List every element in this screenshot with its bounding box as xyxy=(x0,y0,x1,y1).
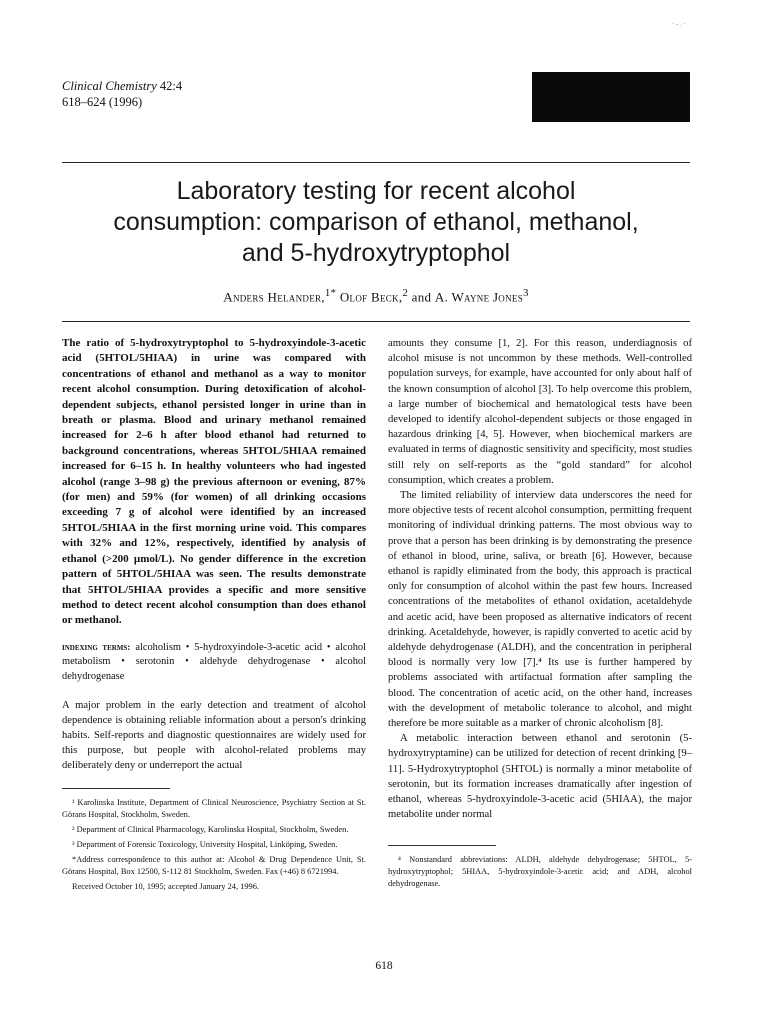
indexing-terms xyxy=(62,641,366,685)
title-rule xyxy=(62,321,690,322)
author-1-affiliation: 1* xyxy=(324,287,337,299)
right-column xyxy=(388,336,692,893)
footnote-abbreviations: ⁴ Nonstandard abbreviations: ALDH, aldehyde dehydrogenase; 5HTOL, 5-hydroxytryptophol; 5HIAA, 5-hydroxyindole-3-acetic acid; and ADH, alcohol dehydrogenase. xyxy=(388,854,692,888)
author-2-affiliation: 2 xyxy=(402,287,409,299)
author-3: A. Wayne Jones xyxy=(434,289,524,305)
author-2: Olof Beck, xyxy=(339,289,403,305)
footnote-correspondence: *Address correspondence to this author at: Alcohol & Drug Dependence Unit, St. Görans Hospital, Box 12500, S-112 81 Stockholm, Sweden. Fax (+46) 8 6721994. xyxy=(62,854,366,876)
indexing-label: indexing terms: xyxy=(62,642,131,653)
author-3-affiliation: 3 xyxy=(523,287,529,299)
journal-name: Clinical Chemistry xyxy=(62,79,157,93)
article-title xyxy=(62,176,690,269)
indexing-list: alcoholism • 5-hydroxyindole-3-acetic acid • alcohol metabolism • serotonin • aldehyde dehydrogenase • alcohol dehydrogenase xyxy=(62,641,366,682)
body-paragraph-2: The limited reliability of interview data underscores the need for more objective tests of recent alcohol consumption, permitting frequent monitoring of individual drinking patterns. The most obvious way to prove that a person has been drinking is by demonstrating the presence of ethanol in blood, urine, saliva, or breath [6]. However, because ethanol is rapidly eliminated from the body, this approach is practical only for consumption of alcohol within the past few hours. Increased concentrations of the metabolites of ethanol oxidation, acetaldehyde and acetic acid, have been proposed as alternative indicators of recent drinking. Acetaldehyde, however, is rapidly converted to acetic acid by aldehyde dehydrogenase (ALDH), and the concentration in peripheral blood is normally very low [7].⁴ Its use is further hampered by problems associated with artifactual formation after sampling the blood. The concentration of acetic acid, on the other hand, increases with the development of metabolic tolerance to alcohol, and might therefore be more suitable as a marker of chronic alcoholism [8]. xyxy=(388,490,692,730)
author-conjunction: and xyxy=(408,289,435,305)
body-paragraph-1: amounts they consume [1, 2]. For this reason, underdiagnosis of alcohol misuse is not uncommon by these methods. Well-controlled population surveys, for example, have accounted for only about half of the known consumption of alcohol [3]. To help overcome this problem, a large number of biochemical and hematological tests have been developed to identify alcohol-dependent subjects or those engaged in hazardous drinking [4, 5]. However, when biochemical markers are evaluated in terms of diagnostic sensitivity and specificity, most studies still rely on self-reports as the “gold standard” for alcohol consumption, which creates a problem. xyxy=(388,338,692,486)
left-column xyxy=(62,336,366,896)
scan-speck: · - . · xyxy=(672,20,686,28)
black-redaction-box xyxy=(532,72,690,122)
author-1: Anders Helander, xyxy=(223,289,325,305)
footnote-affiliation-2: ² Department of Clinical Pharmacology, Karolinska Hospital, Stockholm, Sweden. xyxy=(72,824,349,834)
pages-year: 618–624 (1996) xyxy=(62,95,143,109)
header-rule xyxy=(62,162,690,163)
journal-citation xyxy=(62,78,182,110)
body-paragraph-3: A metabolic interaction between ethanol and serotonin (5-hydroxytryptamine) can be utilized for detection of recent drinking [9–11]. 5-Hydroxytryptophol (5HTOL) is normally a minor metabolite of serotonin, but its formation increases dramatically after ingestion of ethanol, whereas 5-hydroxyindole-3-acetic acid (5HIAA), the major metabolite under normal xyxy=(388,733,692,821)
abstract: The ratio of 5-hydroxytryptophol to 5-hydroxyindole-3-acetic acid (5HTOL/5HIAA) in urine was compared with concentrations of ethanol and methanol as a way to monitor recent alcohol consumption. During detoxification of alcohol-dependent subjects, ethanol persisted longer in urine than in breath or plasma. Blood and urinary methanol remained increased for 2–6 h after blood ethanol had returned to background concentrations, whereas 5HTOL/5HIAA remained increased for 6–15 h. In healthy volunteers who had ingested alcohol (range 3–98 g) the previous afternoon or evening, 87% (for men) and 59% (for women) of all drinking occasions exceeding 7 g of alcohol were identified by an increased 5HTOL/5HIAA in the first morning urine void. This compares with 32% and 12%, respectively, identified by analysis of ethanol (>200 µmol/L). No gender difference in the excretion pattern of 5HTOL/5HIAA was seen. The results demonstrate that 5HTOL/5HIAA provides a specific and more sensitive method to detect recent alcohol consumption than does ethanol or methanol. xyxy=(62,337,366,627)
footnote-rule-right xyxy=(388,845,496,846)
author-line xyxy=(62,287,690,305)
footnote-affiliation-1: ¹ Karolinska Institute, Department of Clinical Neuroscience, Psychiatry Section at St. Görans Hospital, Stockholm, Sweden. xyxy=(62,797,366,819)
title-line-2: consumption: comparison of ethanol, methanol, xyxy=(113,208,639,236)
volume-issue: 42:4 xyxy=(159,79,183,93)
title-line-3: and 5-hydroxytryptophol xyxy=(241,239,511,267)
footnote-rule xyxy=(62,788,170,789)
title-line-1: Laboratory testing for recent alcohol xyxy=(176,177,576,205)
footnote-received: Received October 10, 1995; accepted January 24, 1996. xyxy=(72,881,259,891)
footnote-affiliation-3: ³ Department of Forensic Toxicology, University Hospital, Linköping, Sweden. xyxy=(72,839,338,849)
page-number: 618 xyxy=(375,960,393,972)
intro-paragraph: A major problem in the early detection and treatment of alcohol dependence is obtaining reliable information about a person's drinking habits. Self-reports and diagnostic questionnaires are widely used for this purpose, but people with alcohol-related problems may deliberately deny or underreport the actual xyxy=(62,699,366,772)
